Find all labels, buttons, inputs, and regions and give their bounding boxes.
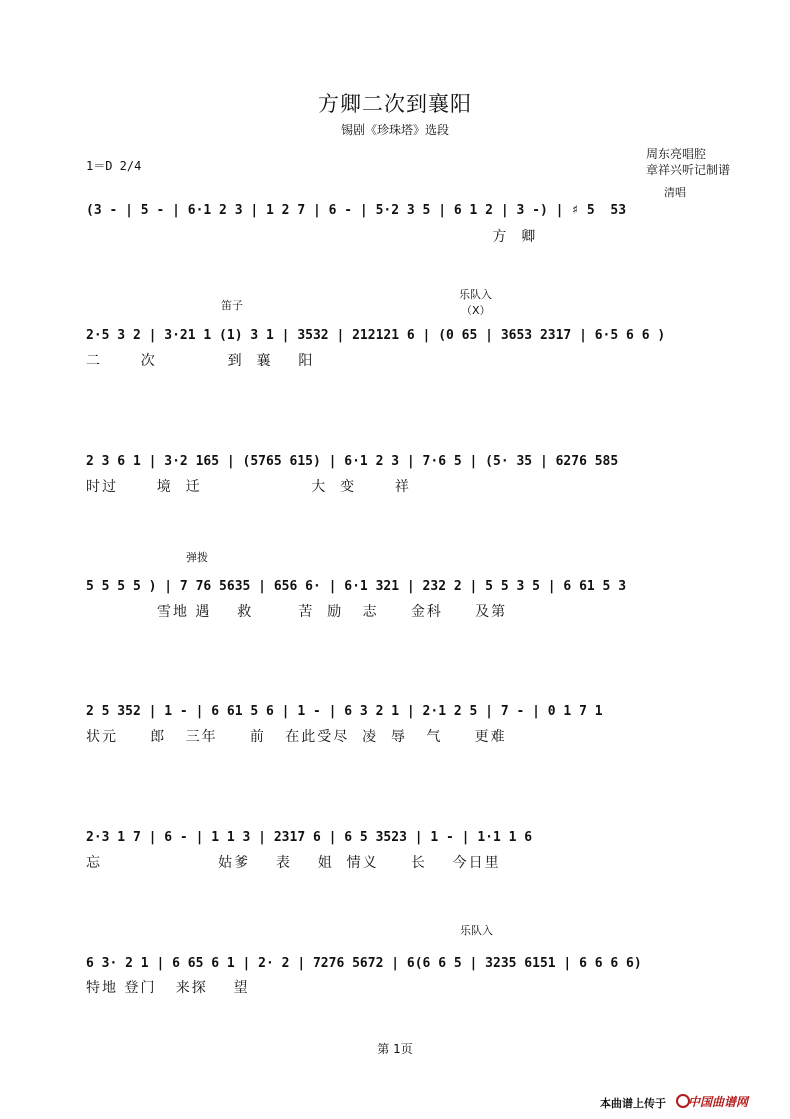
score-line-1 [86,199,742,229]
mark-tanbo: 弹拨 [186,551,208,564]
notation-text: 2 3 6 1 | 3·2 165 | (5765 615) | 6·1 2 3 | 7·6 5 | (5· 35 | 6276 585 [86,454,619,469]
lyrics-line-4: 雪地 遇 救 苦 励 志 金科 及第 [86,604,508,620]
credit-transcriber: 章祥兴听记制谱 [646,163,731,177]
mark-yuedui-ru-1: 乐队入 [459,288,492,301]
page-number: 第 1页 [377,1042,413,1056]
notation-text: 5 5 5 5 ) | 7 76 5635 | 656 6· | 6·1 321 | 232 2 | 5 5 3 5 | 6 61 5 3 [86,579,627,594]
notation-text: 2 5 352 | 1 - | 6 61 5 6 | 1 - | 6 3 2 1 | 2·1 2 5 | 7 - | 0 1 7 1 [86,704,603,719]
lyrics-line-7: 特地 登门 来探 望 [86,980,250,996]
page-title: 方卿二次到襄阳 [318,92,472,116]
mark-yuedui-ru-2: 乐队入 [460,924,493,937]
notation-text: 2·3 1 7 | 6 - | 1 1 3 | 2317 6 | 6 5 3523 | 1 - | 1·1 1 6 [86,830,533,845]
lyrics-line-5: 状元 郎 三年 前 在此受尽 凌 辱 气 更难 [86,729,507,745]
site-logo: 中国曲谱网 [688,1095,749,1109]
lyrics-line-1: 方 卿 [86,229,538,245]
notation-text: (3 - | 5 - | 6·1 2 3 | 1 2 7 | 6 - | 5·2 3 5 | 6 1 2 | 3 -) | ♯ 5 53 [86,203,627,218]
mark-x: （X） [461,304,491,317]
lyrics-line-6: 忘 姑爹 表 姐 情义 长 今日里 [86,855,501,871]
lyrics-line-3: 时过 境 迁 大 变 祥 [86,479,411,495]
mark-dizi: 笛子 [221,299,243,312]
page-subtitle: 锡剧《珍珠塔》选段 [340,123,449,137]
credit-singer: 周东亮唱腔 [646,147,707,161]
mark-qingchang: 清唱 [664,186,686,199]
lyrics-line-2: 二 次 到 襄 阳 [86,353,315,369]
notation-text: 2·5 3 2 | 3·21 1 (1) 3 1 | 3532 | 212121 6 | (0 65 | 3653 2317 | 6·5 6 6 ) [86,328,666,343]
footer-upload-text: 本曲谱上传于 [600,1097,666,1110]
notation-text: 6 3· 2 1 | 6 65 6 1 | 2· 2 | 7276 5672 | 6(6 6 5 | 3235 6151 | 6 6 6 6) [86,956,642,971]
key-signature: 1＝D 2/4 [86,159,142,173]
